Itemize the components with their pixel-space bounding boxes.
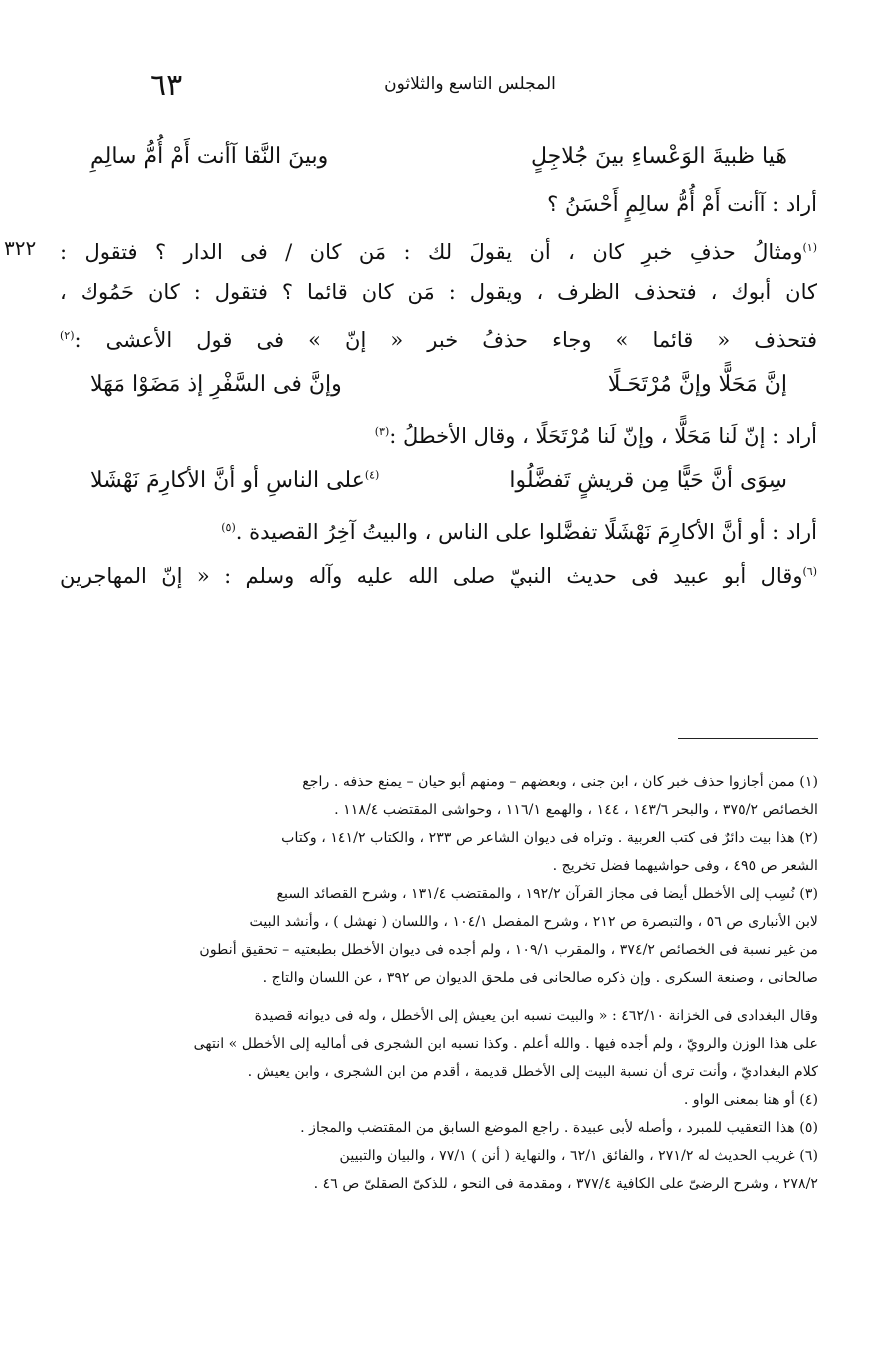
verse-line [60, 358, 817, 410]
footnote-marker: (٤) [364, 468, 380, 482]
verse-first-hemistich: إنَّ مَحَلًّا وإنَّ مُرْتَحَـلًا [607, 371, 787, 397]
text-line [60, 270, 817, 314]
text-line-content: أراد : إنّ لَنا مَحَلًّا ، وإنّ لَنا مُرْتَحَلًا ، وقال الأخطلُ : [389, 424, 817, 448]
text-line [60, 550, 817, 594]
text-line [60, 506, 817, 550]
text-line [60, 410, 817, 454]
verse-second-hemistich: وبينَ النَّقا آأنت أَمْ أُمُّ سالِمِ [90, 143, 329, 169]
footnote-line: من غير نسبة فى الخصائص ٣٧٤/٢ ، والمقرب ١٠٩/١ ، ولم أجده فى ديوان الأخطل بطبعتيه – تحقيق أنطون [199, 942, 818, 958]
text-line-content: ومثالُ حذفِ خبرِ كان ، أن يقولَ لك : مَن كان / فى الدار ؟ فتقول : [60, 240, 803, 264]
verse-second-hemistich [90, 468, 379, 493]
text-line-content: فتحذف « قائما » وجاء حذفُ خبر « إنّ » فى قول الأعشى : [74, 328, 817, 352]
text-line-content: وقال أبو عبيد فى حديث النبيّ صلى الله عليه وآله وسلم : « إنّ المهاجرين [60, 564, 803, 588]
footnote-line: لابن الأنبارى ص ٥٦ ، والتبصرة ص ٢١٢ ، وشرح المفصل ١٠٤/١ ، واللسان ( نهشل ) ، وأنشد البيت [249, 914, 818, 930]
page-number: ٦٣ [150, 68, 183, 103]
running-title: المجلس التاسع والثلاثون [384, 74, 556, 94]
verse-line [60, 454, 817, 506]
footnote-marker: (١) [802, 241, 817, 254]
footnote-line: (٣) نُسِب إلى الأخطل أيضا فى مجاز القرآن ١٩٢/٢ ، والمقتضب ١٣١/٤ ، وشرح القصائد السبع [276, 886, 818, 902]
footnote-line: (٦) غريب الحديث له ٢٧١/٢ ، والفائق ٦٢/١ ، والنهاية ( أنن ) ٧٧/١ ، والبيان والتبيين [339, 1148, 818, 1164]
footnote-marker: (٢) [60, 329, 75, 342]
footnotes [68, 768, 818, 1198]
text-line-content: أراد : آأنت أَمْ أُمُّ سالِمٍ أَحْسَنُ ؟ [547, 192, 817, 216]
footnote-line: ٢٧٨/٢ ، وشرح الرضىّ على الكافية ٣٧٧/٤ ، ومقدمة فى النحو ، للذكىّ الصقلىّ ص ٤٦ . [313, 1176, 818, 1192]
text-line [60, 182, 817, 226]
footnote-line: كلام البغداديّ ، وأنت ترى أن نسبة البيت إلى الأخطل قديمة ، أقدم من ابن الشجرى ، وابن يعيش . [247, 1064, 818, 1080]
footnote-line: (١) ممن أجازوا حذف خبر كان ، ابن جنى ، وبعضهم – ومنهم أبو حيان – يمنع حذفه . راجع [302, 774, 818, 790]
footnote-line: (٢) هذا بيت دائرٌ فى كتب العربية . وتراه فى ديوان الشاعر ص ٢٣٣ ، والكتاب ١٤١/٢ ، وكتاب [281, 830, 818, 846]
footnote-line: (٤) أو هنا بمعنى الواو . [683, 1092, 818, 1108]
margin-page-reference: ٣٢٢ [4, 236, 37, 260]
footnote-line: الخصائص ٣٧٥/٢ ، والبحر ١٤٣/٦ ، ١٤٤ ، والهمع ١١٦/١ ، وحواشى المقتضب ١١٨/٤ . [334, 802, 818, 818]
footnote-marker: (٥) [221, 521, 236, 534]
footnote-separator [678, 738, 818, 739]
verse-first-hemistich: سِوَى أنَّ حَيًّا مِن قريشٍ تَفضَّلُوا [509, 467, 787, 493]
verse-second-hemistich: وإنَّ فى السَّفْرِ إذ مَضَوْا مَهَلا [90, 371, 342, 397]
verse-first-hemistich: هَيا ظبيةَ الوَعْساءِ بينَ جُلاجِلٍ [531, 143, 787, 169]
footnote-marker: (٦) [802, 565, 817, 578]
footnote-line: الشعر ص ٤٩٥ ، وفى حواشيهما فضل تخريج . [552, 858, 818, 874]
footnote-marker: (٣) [374, 425, 390, 438]
main-text [4, 130, 817, 594]
footnote-line: (٥) هذا التعقيب للمبرد ، وأصله لأبى عبيدة . راجع الموضع السابق من المقتضب والمجاز . [300, 1120, 818, 1136]
text-line [4, 226, 817, 270]
footnote-line: صالحانى ، وصنعة السكرى . وإن ذكره صالحانى فى ملحق الديوان ص ٣٩٢ ، عن اللسان والتاج . [262, 970, 818, 986]
verse-second-hemistich-text: على الناسِ أو أنَّ الأكارِمَ نَهْشَلا [90, 467, 365, 493]
text-line-content: أراد : أو أنَّ الأكارِمَ نَهْشَلًا تفضَّلوا على الناس ، والبيتُ آخِرُ القصيدة . [235, 520, 817, 544]
verse-line [60, 130, 817, 182]
footnote-line: على هذا الوزن والرويّ ، ولم أجده فيها . والله أعلم . وكذا نسبه ابن الشجرى فى أماليه إلى الأخطل » انتهى [193, 1036, 818, 1052]
footnote-spacer [68, 992, 818, 1002]
text-line [60, 314, 817, 358]
page-header [110, 68, 830, 108]
footnote-line: وقال البغدادى فى الخزانة ٤٦٢/١٠ : « والبيت نسبه ابن يعيش إلى الأخطل ، وله فى ديوانه قصيدة [254, 1008, 818, 1024]
text-line-content: كان أبوك ، فتحذف الظرف ، ويقول : مَن كان قائما ؟ فتقول : كان حَمُوك ، [60, 280, 817, 304]
